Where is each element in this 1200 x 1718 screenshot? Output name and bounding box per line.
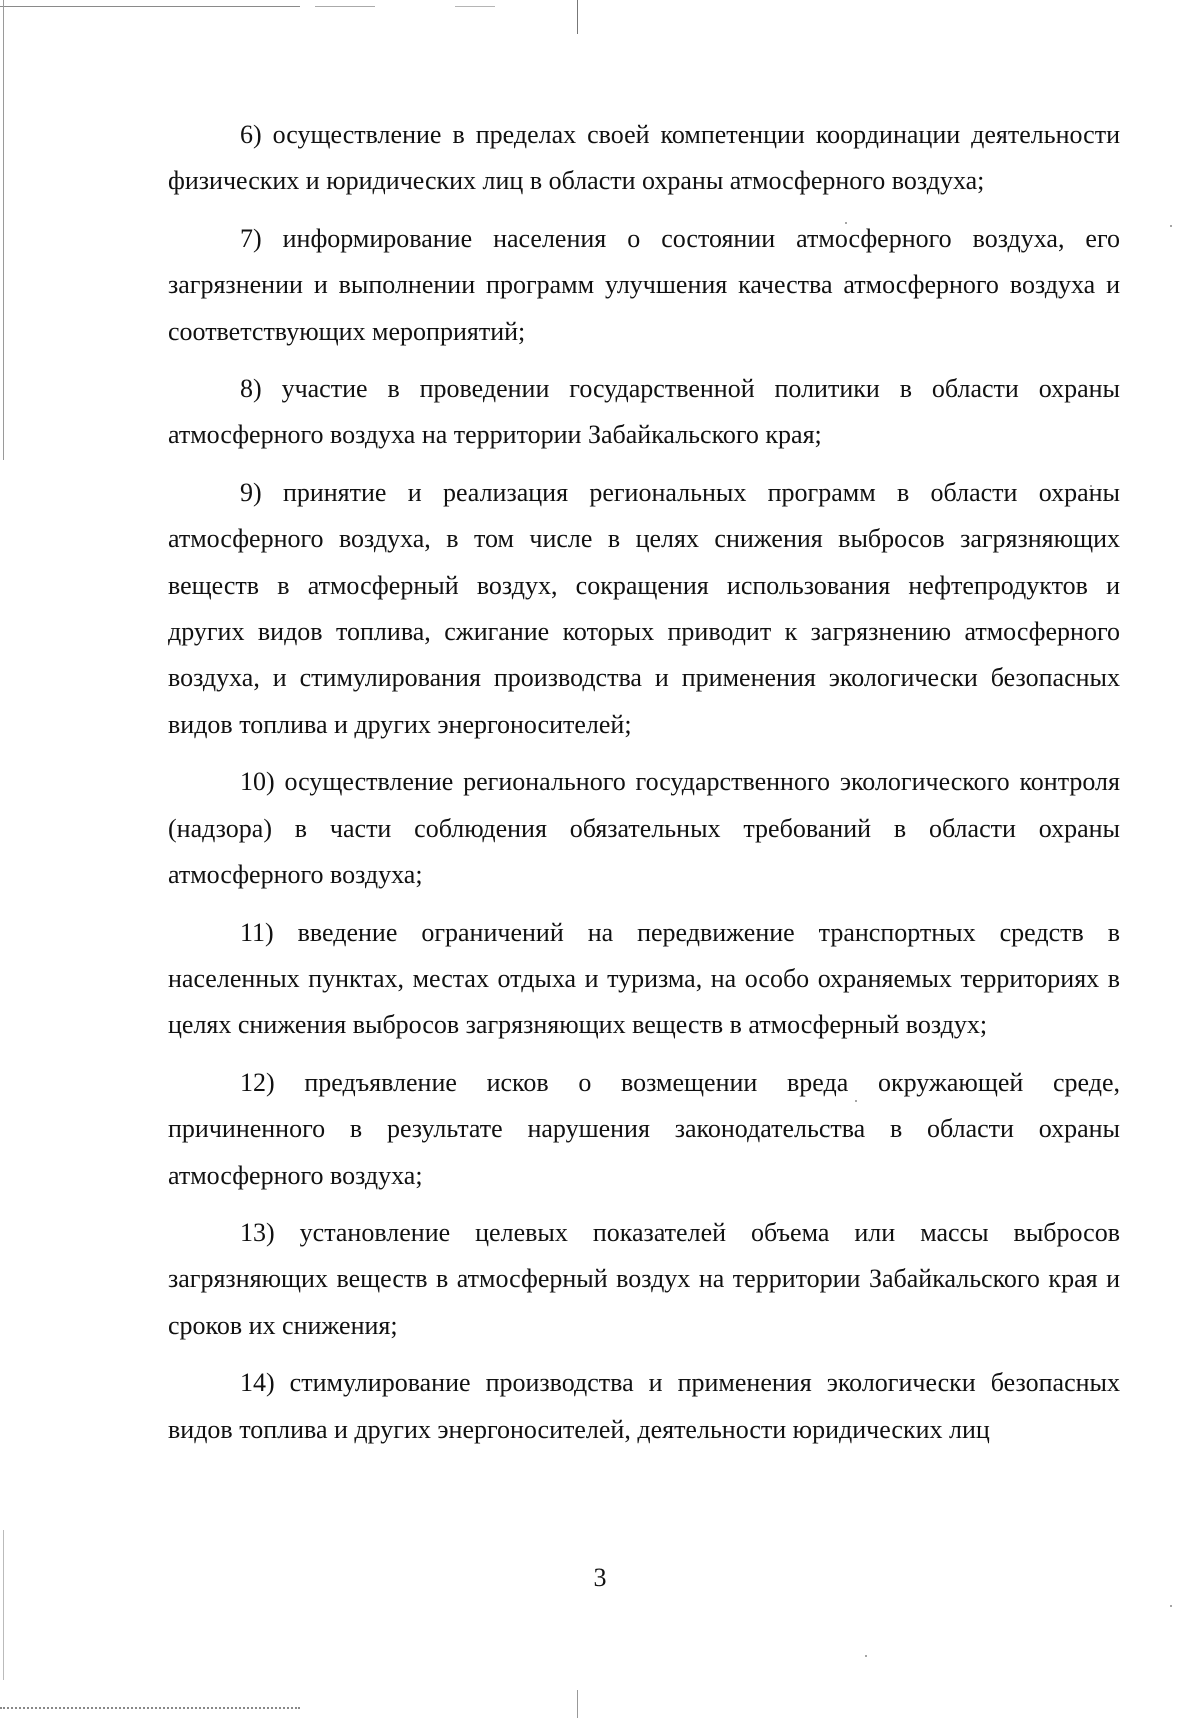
scan-fold-mark [577,1690,578,1718]
scan-left-edge [3,0,4,460]
scan-speck [1170,225,1172,227]
paragraph-item-8: 8) участие в проведении государственной политики в области охраны атмосферного воздуха на территории Забайкальского края; [168,374,1120,450]
paragraph-item-13: 13) установление целевых показателей объема или массы выбросов загрязняющих веществ в атмосферный воздух на территории Забайкальского края и сроков их снижения; [168,1217,1120,1340]
scan-edge-line [455,6,495,7]
paragraph-item-6: 6) осуществление в пределах своей компетенции координации деятельности физических и юридических лиц в области охраны атмосферного воздуха; [168,120,1120,196]
paragraph-item-9: 9) принятие и реализация региональных программ в области охраны атмосферного воздуха, в том числе в целях снижения выбросов загрязняющих веществ в атмосферный воздух, сокращения использования нефтепродуктов и других видов топлива, сжигание которых приводит к загрязнению атмосферного воздуха, и стимулирования производства и применения экологически безопасных видов топлива и других энергоносителей; [168,477,1120,739]
scan-speck [865,1655,867,1657]
scan-edge-line [315,6,375,7]
paragraph-item-12: 12) предъявление исков о возмещении вреда окружающей среде, причиненного в результате нарушения законодательства в области охраны атмосферного воздуха; [168,1067,1120,1190]
paragraph-item-7: 7) информирование населения о состоянии атмосферного воздуха, его загрязнении и выполнении программ улучшения качества атмосферного воздуха и соответствующих мероприятий; [168,223,1120,346]
page-number: 3 [593,1563,607,1592]
scan-speck [1170,1605,1172,1607]
paragraph-item-10: 10) осуществление регионального государственного экологического контроля (надзора) в части соблюдения обязательных требований в области охраны атмосферного воздуха; [168,767,1120,890]
scan-left-edge [3,1530,4,1680]
scan-edge-line [0,6,300,7]
scan-fold-mark [577,0,578,34]
scan-edge-line [0,1707,300,1709]
document-body [168,112,1120,1453]
paragraph-item-11: 11) введение ограничений на передвижение транспортных средств в населенных пунктах, местах отдыха и туризма, на особо охраняемых территориях в целях снижения выбросов загрязняющих веществ в атмосферный воздух; [168,917,1120,1040]
paragraph-item-14: 14) стимулирование производства и применения экологически безопасных видов топлива и других энергоносителей, деятельности юридических лиц [168,1368,1120,1444]
